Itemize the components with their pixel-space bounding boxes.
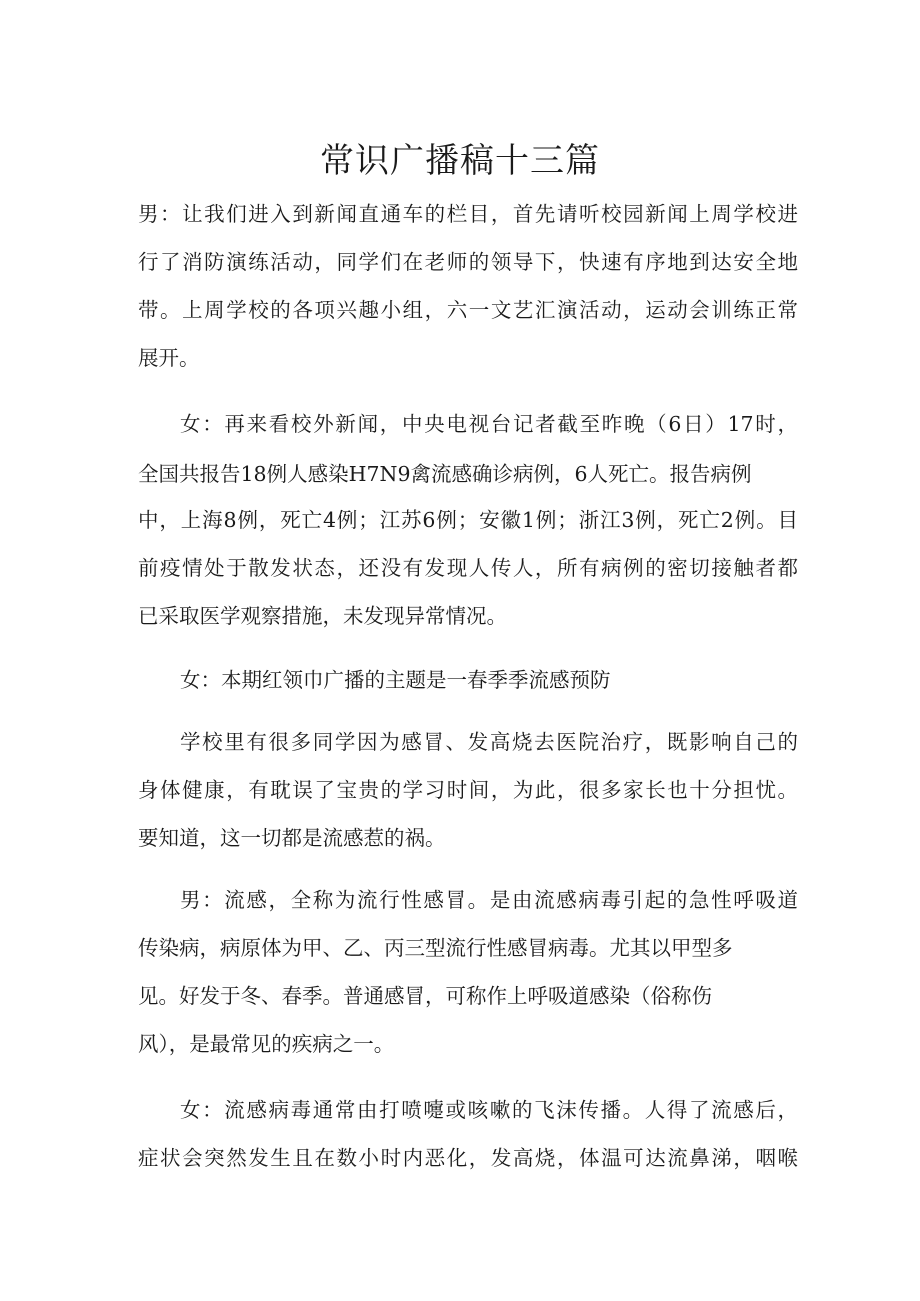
paragraph-line: 男：让我们进入到新闻直通车的栏目，首先请听校园新闻上周学校进	[138, 202, 798, 226]
paragraph-line: 身体健康，有耽误了宝贵的学习时间，为此，很多家长也十分担忧。	[138, 778, 798, 802]
paragraph-line: 女：流感病毒通常由打喷嚏或咳嗽的飞沫传播。人得了流感后，	[180, 1098, 798, 1122]
paragraph-line: 行了消防演练活动，同学们在老师的领导下，快速有序地到达安全地	[138, 250, 798, 274]
paragraph-line: 要知道，这一切都是流感惹的祸。	[138, 826, 446, 850]
document-title: 常识广播稿十三篇	[320, 141, 600, 181]
paragraph-line: 症状会突然发生且在数小时内恶化，发高烧，体温可达流鼻涕，咽喉	[138, 1146, 798, 1170]
paragraph-line: 已采取医学观察措施，未发现异常情况。	[138, 604, 507, 628]
paragraph-line: 展开。	[138, 346, 200, 370]
paragraph-line: 带。上周学校的各项兴趣小组，六一文艺汇演活动，运动会训练正常	[138, 298, 798, 322]
paragraph-line: 传染病，病原体为甲、乙、丙三型流行性感冒病毒。尤其以甲型多	[138, 936, 733, 960]
paragraph-line: 女：本期红领巾广播的主题是一春季季流感预防	[180, 668, 611, 692]
paragraph-line: 女：再来看校外新闻，中央电视台记者截至昨晚（6日）17时，	[180, 412, 798, 436]
paragraph-line: 见。好发于冬、春季。普通感冒，可称作上呼吸道感染（俗称伤	[138, 984, 712, 1008]
paragraph-line: 前疫情处于散发状态，还没有发现人传人，所有病例的密切接触者都	[138, 556, 798, 580]
paragraph-line: 男：流感，全称为流行性感冒。是由流感病毒引起的急性呼吸道	[180, 888, 798, 912]
paragraph-line: 风），是最常见的疾病之一。	[138, 1032, 395, 1056]
paragraph-line: 全国共报告18例人感染H7N9禽流感确诊病例，6人死亡。报告病例	[138, 462, 752, 486]
paragraph-line: 学校里有很多同学因为感冒、发高烧去医院治疗，既影响自己的	[180, 730, 798, 754]
paragraph-line: 中，上海8例，死亡4例；江苏6例；安徽1例；浙江3例，死亡2例。目	[138, 508, 798, 532]
